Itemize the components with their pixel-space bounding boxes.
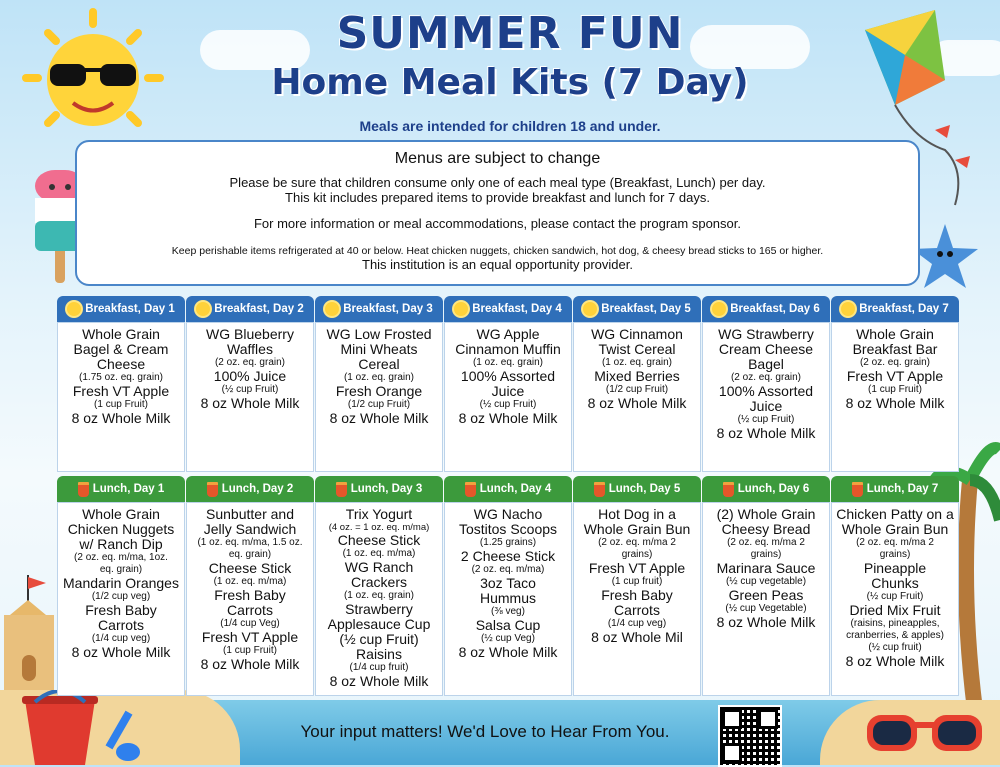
menu-item-portion: (½ cup Vegetable) — [725, 603, 807, 614]
menu-item: Cereal — [358, 356, 400, 372]
menu-item: 2 Cheese Stick — [460, 548, 556, 564]
breakfast-header-day-4 — [444, 296, 572, 322]
breakfast-menu-day-3 — [315, 322, 443, 472]
menu-item: 8 oz Whole Milk — [587, 395, 687, 411]
menu-item: Fresh VT Apple — [72, 383, 170, 399]
day-header-label: Lunch, Day 4 — [479, 483, 552, 495]
menu-item: Carrots — [227, 602, 273, 618]
menu-item: Crackers — [350, 574, 407, 590]
breakfast-header-day-3 — [315, 296, 443, 322]
menu-item: 8 oz Whole Milk — [845, 395, 945, 411]
menu-item-portion: (1 oz. eq. grain) — [343, 590, 415, 601]
breakfast-header-day-6 — [702, 296, 830, 322]
lunch-menu-day-7 — [831, 502, 959, 696]
menu-item: Fresh VT Apple — [846, 368, 944, 384]
sun-icon — [196, 302, 210, 316]
info-line: This kit includes prepared items to provide breakfast and lunch for 7 days. — [285, 190, 710, 205]
menu-item-portion: (2 oz. eq. m/ma 2 — [598, 537, 676, 548]
cup-icon — [594, 482, 605, 497]
info-line: Keep perishable items refrigerated at 40 or below. Heat chicken nuggets, chicken sandwich, hot dog, & cheesy bread sticks to 165 or higher. — [171, 245, 824, 257]
menu-item-portion: (½ cup fruit) — [868, 642, 922, 653]
menu-item: 8 oz Whole Milk — [845, 653, 945, 669]
menu-item: Fresh VT Apple — [588, 560, 686, 576]
page-title: SUMMER FUN — [336, 8, 684, 59]
menu-item: 8 oz Whole Milk — [716, 614, 816, 630]
menu-item: Bagel — [748, 356, 784, 372]
menu-item: 8 oz Whole Milk — [329, 410, 429, 426]
sun-icon — [454, 302, 468, 316]
menu-item: WG Low Frosted — [326, 326, 432, 342]
menu-item-portion: (2 oz. eq. m/ma) — [471, 564, 545, 575]
menu-item: 100% Assorted — [718, 383, 814, 399]
menu-item: (½ cup Fruit) — [339, 631, 419, 647]
menu-item: Carrots — [98, 617, 144, 633]
menu-item-portion: (½ cup Veg) — [481, 633, 535, 644]
lunch-menu-day-6 — [702, 502, 830, 696]
day-header-label: Lunch, Day 5 — [608, 483, 681, 495]
lunch-header-day-6 — [702, 476, 830, 502]
menu-item-portion: (1.25 grains) — [479, 537, 537, 548]
menu-item: Whole Grain — [82, 506, 160, 522]
day-header-label: Lunch, Day 1 — [92, 483, 165, 495]
menu-item-portion: grains) — [750, 549, 782, 560]
lunch-header-day-3 — [315, 476, 443, 502]
menu-item-portion: (1.75 oz. eq. grain) — [79, 372, 163, 383]
sunglasses-icon — [862, 700, 992, 760]
menu-item: Whole Grain Bun — [841, 521, 949, 537]
menu-item: Mandarin Oranges — [63, 575, 179, 591]
cup-icon — [723, 482, 734, 497]
menu-item: 8 oz Whole Milk — [329, 673, 429, 689]
info-line: Please be sure that children consume only one of each meal type (Breakfast, Lunch) per day. — [229, 175, 766, 190]
starfish-icon — [910, 222, 980, 292]
menu-item-portion: (1/4 cup Veg) — [220, 618, 280, 629]
breakfast-header-day-5 — [573, 296, 701, 322]
menu-item-portion: cranberries, & apples) — [846, 630, 944, 641]
breakfast-header-day-7 — [831, 296, 959, 322]
breakfast-menu-day-1 — [57, 322, 185, 472]
menu-item-portion: (½ cup Fruit) — [866, 591, 924, 602]
lunch-header-day-2 — [186, 476, 314, 502]
menu-item: Fresh Baby — [85, 602, 157, 618]
day-header-label: Breakfast, Day 7 — [859, 303, 949, 315]
page-subtitle-title: Home Meal Kits (7 Day) — [271, 62, 749, 103]
menu-item-portion: (2 oz. eq. grain) — [214, 357, 286, 368]
menu-item: Applesauce Cup — [327, 616, 431, 632]
breakfast-menu-day-5 — [573, 322, 701, 472]
cup-icon — [465, 482, 476, 497]
menu-item: 100% Assorted — [460, 368, 556, 384]
menu-item-portion: (4 oz. = 1 oz. eq. m/ma) — [328, 522, 430, 533]
sun-icon — [583, 302, 597, 316]
menu-item: Chicken Patty on a — [836, 506, 954, 522]
menu-item-portion: (½ cup Fruit) — [221, 384, 279, 395]
lunch-menu-day-4 — [444, 502, 572, 696]
menu-item: 8 oz Whole Milk — [200, 656, 300, 672]
menu-item-portion: (2 oz. eq. grain) — [859, 357, 931, 368]
menu-item: Raisins — [356, 646, 402, 662]
cup-icon — [336, 482, 347, 497]
menu-item: Hummus — [479, 590, 536, 606]
menu-item-portion: (1 oz. eq. grain) — [343, 372, 415, 383]
breakfast-header-day-1 — [57, 296, 185, 322]
day-header-label: Lunch, Day 3 — [350, 483, 423, 495]
day-header-label: Lunch, Day 7 — [866, 483, 939, 495]
menu-item-portion: grains) — [621, 549, 653, 560]
menu-item: Whole Grain Bun — [583, 521, 691, 537]
bucket-icon — [20, 690, 160, 765]
day-header-label: Lunch, Day 2 — [221, 483, 294, 495]
menu-item: Salsa Cup — [475, 617, 541, 633]
menu-item: Cream Cheese — [718, 341, 814, 357]
menu-item-portion: (2 oz. eq. m/ma 2 — [727, 537, 805, 548]
day-header-label: Breakfast, Day 4 — [472, 303, 562, 315]
menu-item: (2) Whole Grain — [716, 506, 816, 522]
menu-item: WG Apple — [476, 326, 540, 342]
menu-item: Fresh Baby — [214, 587, 286, 603]
menu-item-portion: (1/2 cup veg) — [91, 591, 151, 602]
menu-item-portion: (1 cup Fruit) — [94, 399, 148, 410]
breakfast-menu-day-7 — [831, 322, 959, 472]
menu-item: Tostitos Scoops — [458, 521, 558, 537]
menu-item-portion: (1/2 cup Fruit) — [605, 384, 669, 395]
lunch-header-day-1 — [57, 476, 185, 502]
menu-item: Chicken Nuggets — [67, 521, 175, 537]
menu-item: Cheese Stick — [337, 532, 421, 548]
menu-item-portion: eq. grain) — [99, 564, 143, 575]
menu-item: 3oz Taco — [480, 575, 536, 591]
menu-item-portion: (2 oz. eq. grain) — [730, 372, 802, 383]
menu-item: Mini Wheats — [340, 341, 418, 357]
menu-item: Juice — [491, 383, 525, 399]
menu-item: Dried Mix Fruit — [849, 602, 941, 618]
cup-icon — [78, 482, 89, 497]
day-header-label: Breakfast, Day 2 — [214, 303, 304, 315]
menu-item: Green Peas — [728, 587, 804, 603]
sun-icon — [18, 8, 168, 148]
day-header-label: Breakfast, Day 6 — [730, 303, 820, 315]
menu-item: Whole Grain — [82, 326, 160, 342]
menu-item: w/ Ranch Dip — [79, 536, 163, 552]
menu-item-portion: (1 cup fruit) — [611, 576, 663, 587]
menu-item-portion: (½ cup vegetable) — [725, 576, 807, 587]
menu-item: 8 oz Whole Milk — [71, 410, 171, 426]
lunch-header-day-5 — [573, 476, 701, 502]
menu-item: Juice — [749, 398, 783, 414]
lunch-header-day-7 — [831, 476, 959, 502]
menu-item-portion: (1 cup Fruit) — [223, 645, 277, 656]
menu-item: Waffles — [227, 341, 273, 357]
menu-item: WG Ranch — [344, 559, 414, 575]
lunch-header-day-4 — [444, 476, 572, 502]
menu-item: WG Blueberry — [206, 326, 294, 342]
breakfast-menu-day-4 — [444, 322, 572, 472]
menu-item-portion: (1 oz. eq. grain) — [472, 357, 544, 368]
sandcastle-icon — [0, 575, 60, 695]
menu-item-portion: (1/4 cup veg) — [91, 633, 151, 644]
menu-item: 8 oz Whole Mil — [591, 629, 683, 645]
menu-item-portion: (1 oz. eq. m/ma, 1.5 oz. — [197, 537, 303, 548]
menu-item: Carrots — [614, 602, 660, 618]
menu-item: WG Cinnamon — [591, 326, 683, 342]
breakfast-menu-day-2 — [186, 322, 314, 472]
eligibility-note: Meals are intended for children 18 and under. — [359, 118, 661, 134]
menu-item: Strawberry — [345, 601, 413, 617]
menu-item-portion: (2 oz. eq. m/ma, 1oz. — [74, 552, 168, 563]
menu-item: 100% Juice — [213, 368, 287, 384]
info-heading: Menus are subject to change — [394, 150, 601, 167]
sun-icon — [325, 302, 339, 316]
menu-item: Sunbutter and — [206, 506, 294, 522]
menu-item: Mixed Berries — [594, 368, 680, 384]
menu-item-portion: (1 oz. eq. m/ma) — [213, 576, 287, 587]
menu-item-portion: (1/2 cup Fruit) — [347, 399, 411, 410]
sun-icon — [67, 302, 81, 316]
menu-item-portion: (⅜ veg) — [491, 606, 525, 617]
menu-item: Cheesy Bread — [721, 521, 811, 537]
menu-item-portion: (1 oz. eq. m/ma) — [342, 548, 416, 559]
info-line: For more information or meal accommodations, please contact the program sponsor. — [253, 216, 741, 231]
menu-item: 8 oz Whole Milk — [458, 410, 558, 426]
sun-icon — [712, 302, 726, 316]
day-header-label: Breakfast, Day 3 — [343, 303, 433, 315]
feedback-text: Your input matters! We'd Love to Hear From You. — [300, 722, 670, 741]
menu-item-portion: (2 oz. eq. m/ma 2 — [856, 537, 934, 548]
menu-item-portion: (1/4 cup fruit) — [349, 662, 409, 673]
info-box — [75, 140, 920, 286]
menu-item: Jelly Sandwich — [203, 521, 297, 537]
menu-item: 8 oz Whole Milk — [458, 644, 558, 660]
menu-item-portion: (1/4 cup veg) — [607, 618, 667, 629]
menu-item: Breakfast Bar — [852, 341, 938, 357]
sun-icon — [841, 302, 855, 316]
menu-item: 8 oz Whole Milk — [716, 425, 816, 441]
day-header-label: Breakfast, Day 1 — [85, 303, 175, 315]
menu-item: 8 oz Whole Milk — [200, 395, 300, 411]
menu-item: Fresh VT Apple — [201, 629, 299, 645]
menu-item: Bagel & Cream — [73, 341, 169, 357]
menu-item-portion: (½ cup Fruit) — [479, 399, 537, 410]
day-header-label: Lunch, Day 6 — [737, 483, 810, 495]
cup-icon — [207, 482, 218, 497]
menu-item: Cheese Stick — [208, 560, 292, 576]
lunch-menu-day-5 — [573, 502, 701, 696]
breakfast-header-day-2 — [186, 296, 314, 322]
menu-item-portion: grains) — [879, 549, 911, 560]
menu-item: Whole Grain — [856, 326, 934, 342]
lunch-menu-day-1 — [57, 502, 185, 696]
day-header-label: Breakfast, Day 5 — [601, 303, 691, 315]
menu-item: Pineapple — [863, 560, 927, 576]
menu-item: WG Strawberry — [718, 326, 814, 342]
breakfast-menu-day-6 — [702, 322, 830, 472]
menu-item: Fresh Baby — [601, 587, 673, 603]
menu-item-portion: (1 cup Fruit) — [868, 384, 922, 395]
menu-item-portion: (1 oz. eq. grain) — [601, 357, 673, 368]
menu-item: Trix Yogurt — [345, 506, 413, 522]
menu-item: WG Nacho — [473, 506, 543, 522]
cup-icon — [852, 482, 863, 497]
menu-item-portion: eq. grain) — [228, 549, 272, 560]
menu-item: Cheese — [96, 356, 146, 372]
menu-item: Cinnamon Muffin — [455, 341, 561, 357]
info-line: This institution is an equal opportunity provider. — [362, 257, 633, 272]
qr-code-icon[interactable] — [718, 705, 782, 767]
menu-item: Marinara Sauce — [716, 560, 816, 576]
menu-item-portion: (raisins, pineapples, — [850, 618, 940, 629]
menu-item: Fresh Orange — [335, 383, 423, 399]
lunch-menu-day-2 — [186, 502, 314, 696]
menu-item-portion: (½ cup Fruit) — [737, 414, 795, 425]
menu-item: Chunks — [871, 575, 919, 591]
menu-item: Hot Dog in a — [598, 506, 676, 522]
lunch-menu-day-3 — [315, 502, 443, 696]
menu-item: Twist Cereal — [598, 341, 676, 357]
menu-item: 8 oz Whole Milk — [71, 644, 171, 660]
